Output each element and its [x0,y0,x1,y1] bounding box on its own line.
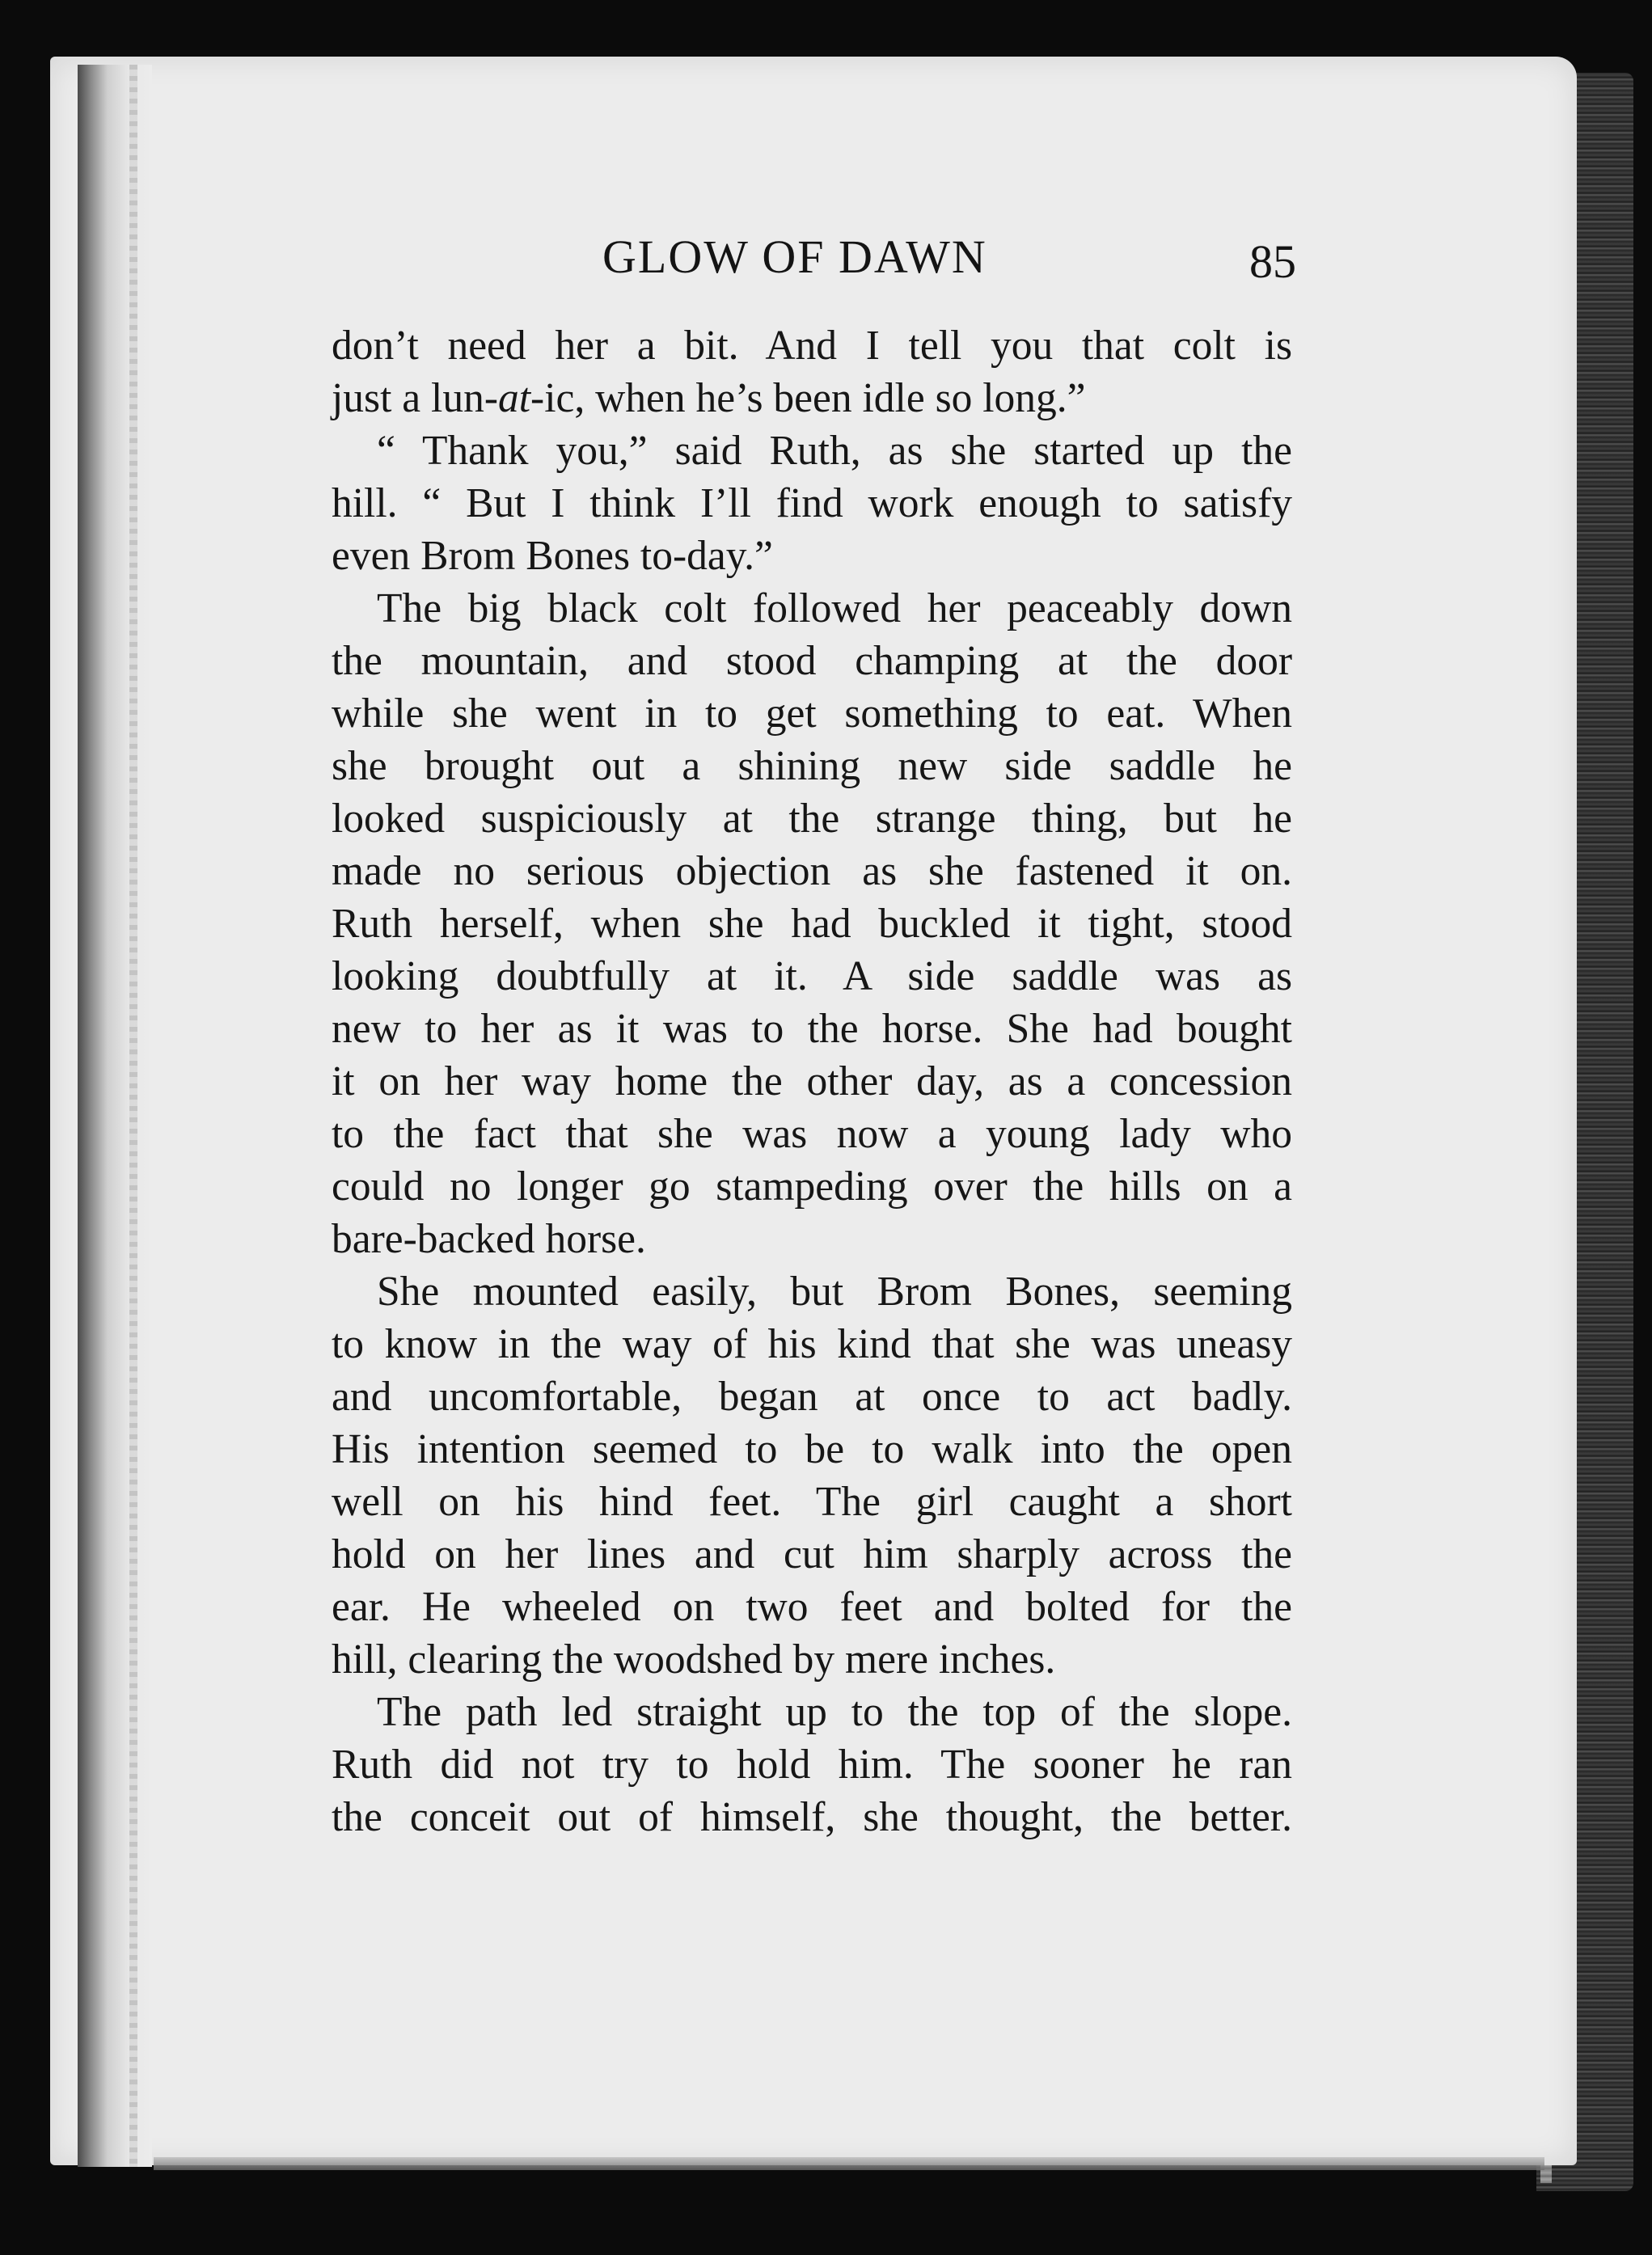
binding-stitch-line [129,65,137,2167]
text-line: looking doubtfully at it. A side saddle was as [332,953,1292,999]
text-line: don’t need her a bit. And I tell you that colt is [332,323,1292,369]
body-text [332,319,1292,1843]
page-bottom-edge [154,2157,1544,2170]
text-line: She mounted easily, but Brom Bones, seeming [377,1269,1292,1315]
text-line: to the fact that she was now a young lady who [332,1111,1292,1157]
text-line: hold on her lines and cut him sharply across the [332,1531,1292,1577]
text-line: looked suspiciously at the strange thing, but he [332,796,1292,842]
italic-emphasis: at [497,375,531,421]
text-line-segment: just a lun- [332,375,498,421]
text-line: she brought out a shining new side saddle he [332,743,1292,789]
text-line: “ Thank you,” said Ruth, as she started up the [377,428,1292,474]
text-line: while she went in to get something to eat. When [332,690,1292,737]
text-line: the mountain, and stood champing at the door [332,638,1292,684]
text-line: ear. He wheeled on two feet and bolted for the [332,1584,1292,1630]
text-line [332,372,1292,424]
page-number: 85 [1249,235,1296,288]
text-line-segment: -ic, when he’s been idle so long.” [530,375,1086,421]
text-line: the conceit out of himself, she thought, the better. [332,1794,1292,1840]
text-line: even Brom Bones to-day.” [332,533,773,579]
text-line: could no longer go stampeding over the hills on a [332,1163,1292,1210]
text-line: The path led straight up to the top of the slope. [377,1689,1292,1735]
text-line: and uncomfortable, began at once to act badly. [332,1374,1292,1420]
text-line: His intention seemed to be to walk into the open [332,1426,1292,1472]
text-line: hill, clearing the woodshed by mere inches. [332,1636,1056,1683]
running-title: GLOW OF DAWN [602,230,987,283]
text-line: well on his hind feet. The girl caught a short [332,1479,1292,1525]
text-line: Ruth did not try to hold him. The sooner he ran [332,1742,1292,1788]
text-line: it on her way home the other day, as a concession [332,1058,1292,1104]
text-line: to know in the way of his kind that she was uneasy [332,1321,1292,1367]
text-line: The big black colt followed her peaceably down [377,585,1292,631]
text-line: made no serious objection as she fastened it on. [332,848,1292,894]
text-line: bare-backed horse. [332,1216,646,1262]
text-line: hill. “ But I think I’ll find work enough to satisfy [332,480,1292,526]
running-head [0,225,1652,289]
binding-gutter [78,65,152,2167]
text-line: Ruth herself, when she had buckled it tight, stood [332,901,1292,947]
text-line: new to her as it was to the horse. She had bought [332,1006,1292,1052]
